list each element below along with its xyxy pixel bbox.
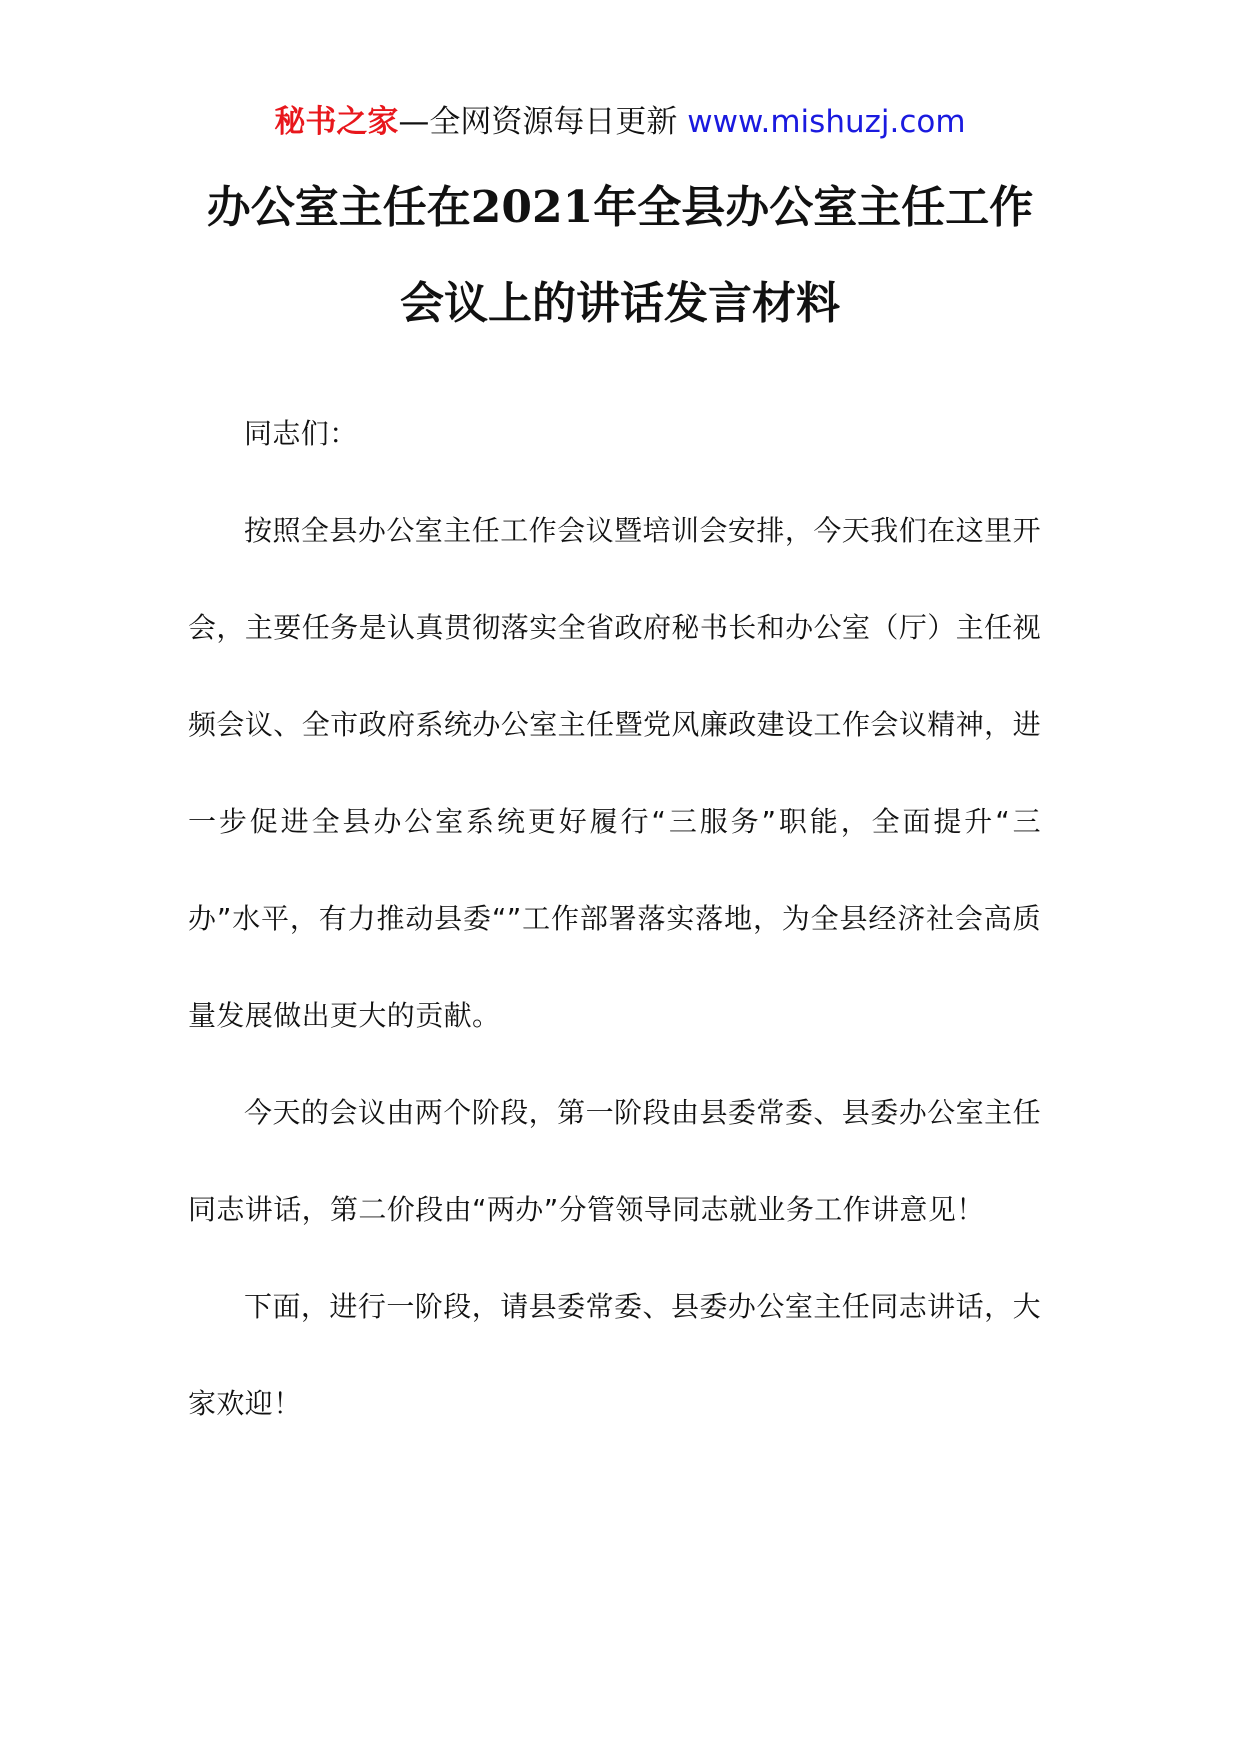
document-title xyxy=(120,160,1120,352)
document-title-line-1: 办公室主任在2021年全县办公室主任工作 xyxy=(206,182,1034,233)
site-url-link[interactable]: www.mishuzj.com xyxy=(687,104,966,140)
document-body xyxy=(188,385,1041,1452)
site-tagline: —全网资源每日更新 xyxy=(398,104,678,140)
body-paragraph-1: 按照全县办公室主任工作会议暨培训会安排，今天我们在这里开会，主要任务是认真贯彻落实全省政府秘书长和办公室（厅）主任视频会议、全市政府系统办公室主任暨党风廉政建设工作会议精神，进一步促进全县办公室系统更好履行“三服务”职能，全面提升“三办”水平，有力推动县委“”工作部署落实落地，为全县经济社会高质量发展做出更大的贡献。 xyxy=(188,514,1041,1032)
body-paragraph-2: 今天的会议由两个阶段，第一阶段由县委常委、县委办公室主任同志讲话，第二价段由“两办”分管领导同志就业务工作讲意见！ xyxy=(188,1096,1041,1226)
document-title-line-2: 会议上的讲话发言材料 xyxy=(400,278,840,329)
site-header xyxy=(0,102,1240,142)
body-paragraph-3: 下面，进行一阶段，请县委常委、县委办公室主任同志讲话，大家欢迎！ xyxy=(188,1290,1041,1420)
salutation-paragraph: 同志们： xyxy=(244,417,358,450)
site-brand: 秘书之家 xyxy=(274,104,399,140)
